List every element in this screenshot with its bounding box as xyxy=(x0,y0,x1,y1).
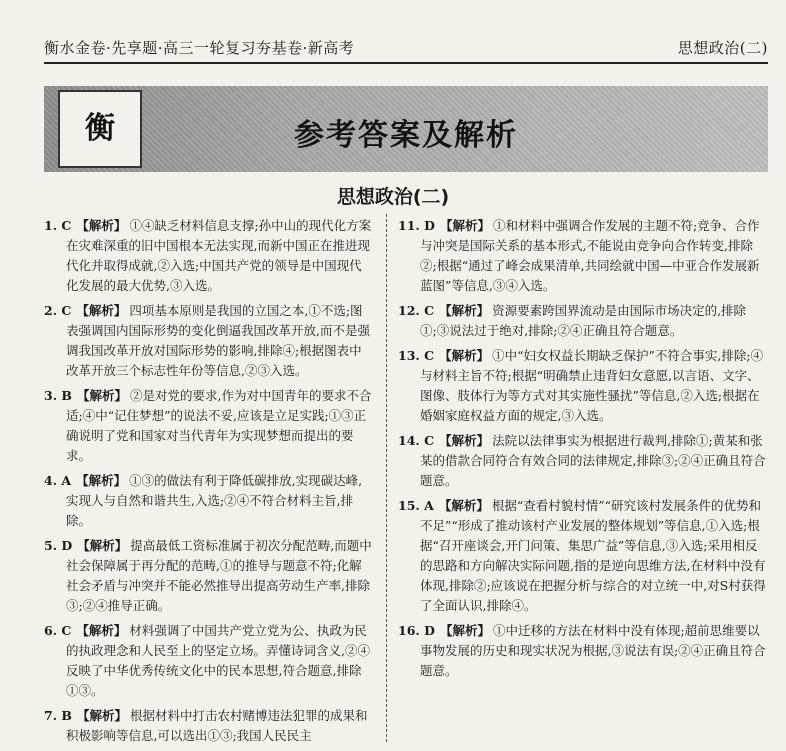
banner-title: 参考答案及解析 xyxy=(294,118,518,153)
answer-item: 15. A 【解析】 根据“查看村貌村情”“研究该村发展条件的优势和不足”“形成了推动该村产业发展的整体规划”等信息,①入选;根据“召开座谈会,开门问策、集思广益”等信息,③入选;采用相反的思路和方向解决实际问题,指的是逆向思维方法,在材料中没有体现,排除②;应该说在把握分析与综合的对立统一中,对S村获得了全面认识,排除④。 xyxy=(398,498,766,613)
answer-item: 4. A 【解析】 ①③的做法有利于降低碳排放,实现碳达峰,实现人与自然和谐共生,入选;②④不符合材料主旨,排除。 xyxy=(44,473,363,528)
answer-item: 7. B 【解析】 根据材料中打击农村赌博违法犯罪的成果和积极影响等信息,可以选出①③;我国人民民主 xyxy=(44,708,368,743)
subject-label: 思想政治(二) xyxy=(677,39,768,57)
column-divider xyxy=(386,214,387,742)
answer-item: 12. C 【解析】 资源要素跨国界流动是由国际市场决定的,排除①;③说法过于绝对,排除;②④正确且符合题意。 xyxy=(398,303,747,338)
answer-item: 14. C 【解析】 法院以法律事实为根据进行裁判,排除①;黄某和张某的借款合同符合有效合同的法律规定,排除③;②④正确且符合题意。 xyxy=(398,433,766,488)
answer-item: 5. D 【解析】 提高最低工资标准属于初次分配范畴,而题中社会保障属于再分配的范畴,①的推导与题意不符;化解社会矛盾与冲突并不能必然推导出提高劳动生产率,排除③;②④推导正确。 xyxy=(44,538,372,613)
page-header xyxy=(44,30,768,64)
answers-right-column xyxy=(398,216,768,686)
answer-item: 13. C 【解析】 ①中“妇女权益长期缺乏保护”不符合事实,排除;④与材料主旨不符;根据“明确禁止违背妇女意愿,以言语、文字、图像、肢体行为等方式对其实施性骚扰”等信息,②入选;根据在婚姻家庭权益方面的规定,③入选。 xyxy=(398,348,764,423)
answers-left-column xyxy=(44,216,374,751)
answer-item: 11. D 【解析】 ①和材料中强调合作发展的主题不符;竞争、合作与冲突是国际关系的基本形式,不能说由竞争向合作转变,排除②;根据“通过了峰会成果清单,共同绘就中国—中亚合作发展新蓝图”等信息,③④入选。 xyxy=(398,218,760,293)
page-title: 思想政治(二) xyxy=(336,186,450,208)
answer-item: 2. C 【解析】 四项基本原则是我国的立国之本,①不选;图表强调国内国际形势的变化倒逼我国改革开放,而不是强调我国改革开放对国际形势的影响,排除④;根据图表中改革开放三个标志性年份等信息,②③入选。 xyxy=(44,303,370,378)
logo-seal: 衡 xyxy=(58,90,142,168)
title-banner xyxy=(44,86,768,172)
answer-item: 1. C 【解析】 ①④缺乏材料信息支撑;孙中山的现代化方案在灾难深重的旧中国根本无法实现,而新中国正在推进现代化并取得成就,②入选;中国共产党的领导是中国现代化发展的最大优势,③入选。 xyxy=(44,218,372,293)
answer-item: 16. D 【解析】 ①中迁移的方法在材料中没有体现;超前思维要以事物发展的历史和现实状况为根据,③说法有误;②④正确且符合题意。 xyxy=(398,623,766,678)
series-title: 衡水金卷·先享题·高三一轮复习夯基卷·新高考 xyxy=(44,39,355,57)
answer-item: 3. B 【解析】 ②是对党的要求,作为对中国青年的要求不合适;④中“记住梦想”的说法不妥,应该是立足实践;①③正确说明了党和国家对当代青年为实现梦想而提出的要求。 xyxy=(44,388,372,463)
answer-item: 6. C 【解析】 材料强调了中国共产党立党为公、执政为民的执政理念和人民至上的坚定立场。弄懂诗词含义,②④反映了中华优秀传统文化中的民本思想,符合题意,排除①③。 xyxy=(44,623,370,698)
